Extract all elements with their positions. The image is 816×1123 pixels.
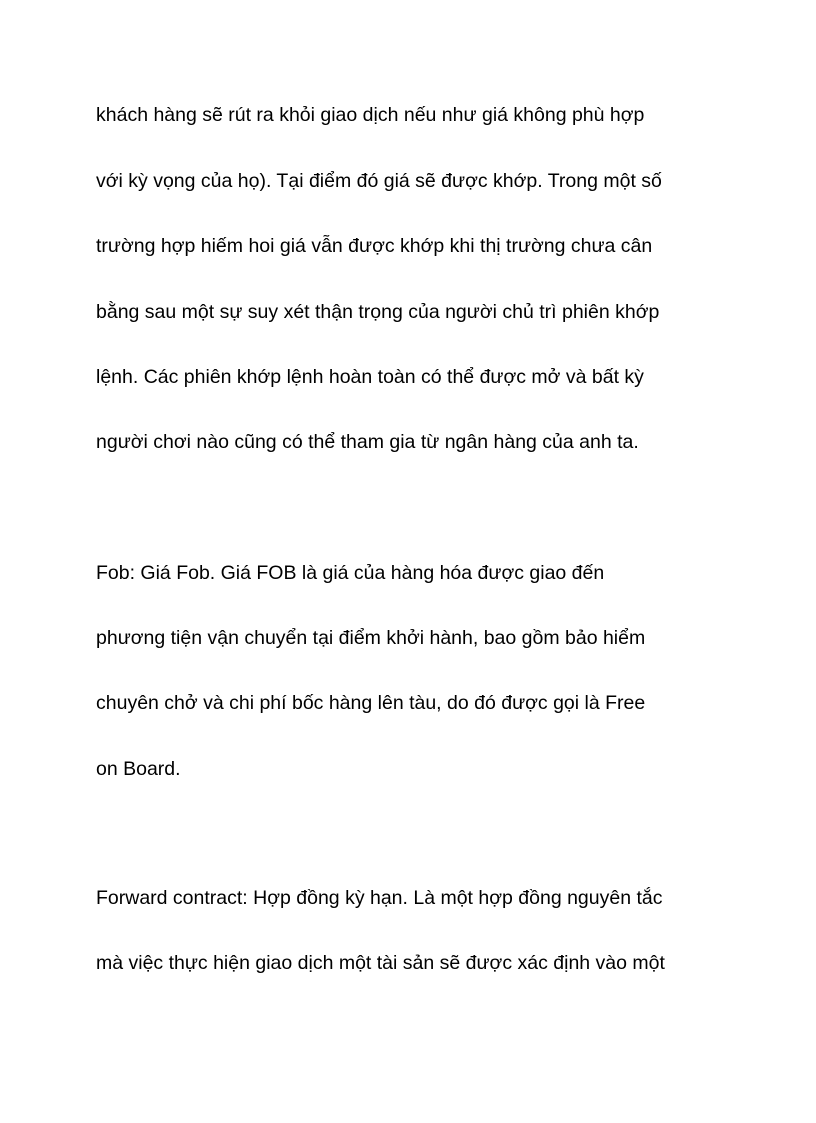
text-line: mà việc thực hiện giao dịch một tài sản sẽ được xác định vào một bbox=[96, 952, 665, 974]
text-line: người chơi nào cũng có thể tham gia từ ngân hàng của anh ta. bbox=[96, 431, 639, 453]
text-line: Fob: Giá Fob. Giá FOB là giá của hàng hóa được giao đến bbox=[96, 562, 605, 584]
text-line: trường hợp hiếm hoi giá vẫn được khớp khi thị trường chưa cân bbox=[96, 235, 653, 257]
text-line: lệnh. Các phiên khớp lệnh hoàn toàn có thể được mở và bất kỳ bbox=[96, 366, 644, 388]
text-line: phương tiện vận chuyển tại điểm khởi hành, bao gồm bảo hiểm bbox=[96, 627, 646, 649]
text-line: với kỳ vọng của họ). Tại điểm đó giá sẽ được khớp. Trong một số bbox=[96, 170, 662, 192]
text-line: on Board. bbox=[96, 758, 181, 780]
text-line: bằng sau một sự suy xét thận trọng của người chủ trì phiên khớp bbox=[96, 301, 660, 323]
text-line: chuyên chở và chi phí bốc hàng lên tàu, do đó được gọi là Free bbox=[96, 692, 646, 714]
text-line: khách hàng sẽ rút ra khỏi giao dịch nếu như giá không phù hợp bbox=[96, 104, 645, 126]
text-line: Forward contract: Hợp đồng kỳ hạn. Là một hợp đồng nguyên tắc bbox=[96, 887, 663, 909]
